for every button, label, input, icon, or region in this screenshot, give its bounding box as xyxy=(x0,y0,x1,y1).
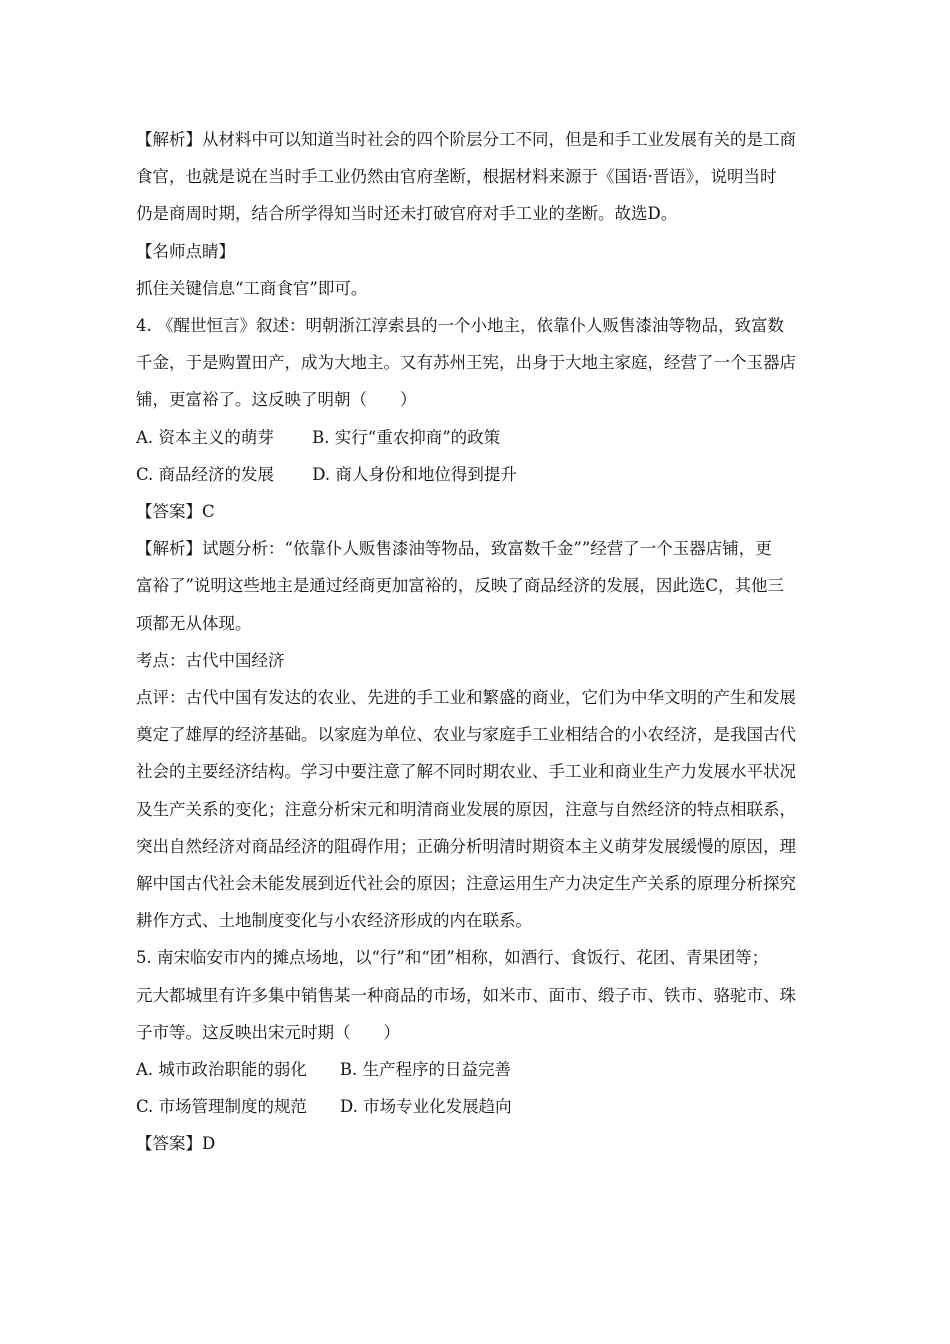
text-line: 奠定了雄厚的经济基础。以家庭为单位、农业与家庭手工业相结合的小农经济，是我国古代 xyxy=(136,725,796,745)
option-line: C. 市场管理制度的规范 D. 市场专业化发展趋向 xyxy=(136,1097,512,1117)
text-line: 5. 南宋临安市内的摊点场地，以“行”和“团”相称，如酒行、食饭行、花团、青果团等； xyxy=(136,948,769,968)
option-line: A. 资本主义的萌芽 B. 实行“重农抑商”的政策 xyxy=(136,427,501,447)
text-line: 【解析】试题分析：“依靠仆人贩售漆油等物品，致富数千金””经营了一个玉器店铺，更 xyxy=(136,539,772,559)
text-line: 考点：古代中国经济 xyxy=(136,650,285,670)
text-line: 突出自然经济对商品经济的阻碍作用；正确分析明清时期资本主义萌芽发展缓慢的原因，理 xyxy=(136,836,796,856)
q4-options-cd xyxy=(136,456,860,493)
option-line: A. 城市政治职能的弱化 B. 生产程序的日益完善 xyxy=(136,1060,512,1080)
q4-analysis xyxy=(136,530,860,642)
analysis-q3 xyxy=(136,121,860,233)
text-line: 项都无从体现。 xyxy=(136,613,252,633)
question-5 xyxy=(136,939,860,1051)
text-line: 仍是商周时期，结合所学得知当时还未打破官府对手工业的垄断。故选D。 xyxy=(136,204,678,224)
text-line: 【解析】从材料中可以知道当时社会的四个阶层分工不同，但是和手工业发展有关的是工商 xyxy=(136,130,796,149)
text-line: 子市等。这反映出宋元时期（ ） xyxy=(136,1022,400,1042)
teacher-tip-heading xyxy=(136,233,860,270)
q4-topic xyxy=(136,642,860,679)
text-line: 社会的主要经济结构。学习中要注意了解不同时期农业、手工业和商业生产力发展水平状况 xyxy=(136,762,796,782)
text-line: 铺，更富裕了。这反映了明朝（ ） xyxy=(136,390,417,410)
text-line: 富裕了”说明这些地主是通过经商更加富裕的，反映了商品经济的发展，因此选C，其他三 xyxy=(136,576,785,596)
text-line: 食官，也就是说在当时手工业仍然由官府垄断，根据材料来源于《国语·晋语》，说明当时 xyxy=(136,167,777,187)
text-line: 点评：古代中国有发达的农业、先进的手工业和繁盛的商业，它们为中华文明的产生和发展 xyxy=(136,688,796,708)
text-line: 【答案】C xyxy=(136,502,215,522)
q4-options-ab xyxy=(136,419,860,456)
q5-options-cd xyxy=(136,1088,860,1125)
question-4 xyxy=(136,307,860,419)
option-line: C. 商品经济的发展 D. 商人身份和地位得到提升 xyxy=(136,464,517,484)
text-line: 千金，于是购置田产，成为大地主。又有苏州王宪，出身于大地主家庭，经营了一个玉器店 xyxy=(136,353,796,373)
q5-answer xyxy=(136,1125,860,1162)
text-line: 元大都城里有许多集中销售某一种商品的市场，如米市、面市、缎子市、铁市、骆驼市、珠 xyxy=(136,985,796,1005)
text-line: 耕作方式、土地制度变化与小农经济形成的内在联系。 xyxy=(136,911,532,931)
q5-options-ab xyxy=(136,1051,860,1088)
text-line: 【名师点睛】 xyxy=(136,241,235,261)
q4-comment xyxy=(136,679,860,939)
text-line: 及生产关系的变化；注意分析宋元和明清商业发展的原因，注意与自然经济的特点相联系， xyxy=(136,799,796,819)
text-line: 4. 《醒世恒言》叙述：明朝浙江淳索县的一个小地主，依靠仆人贩售漆油等物品，致富数 xyxy=(136,316,784,336)
text-line: 抓住关键信息“工商食官”即可。 xyxy=(136,278,368,298)
teacher-tip xyxy=(136,270,860,307)
text-line: 【答案】D xyxy=(136,1134,216,1154)
q4-answer xyxy=(136,493,860,530)
text-line: 解中国古代社会未能发展到近代社会的原因；注意运用生产力决定生产关系的原理分析探究 xyxy=(136,874,796,894)
